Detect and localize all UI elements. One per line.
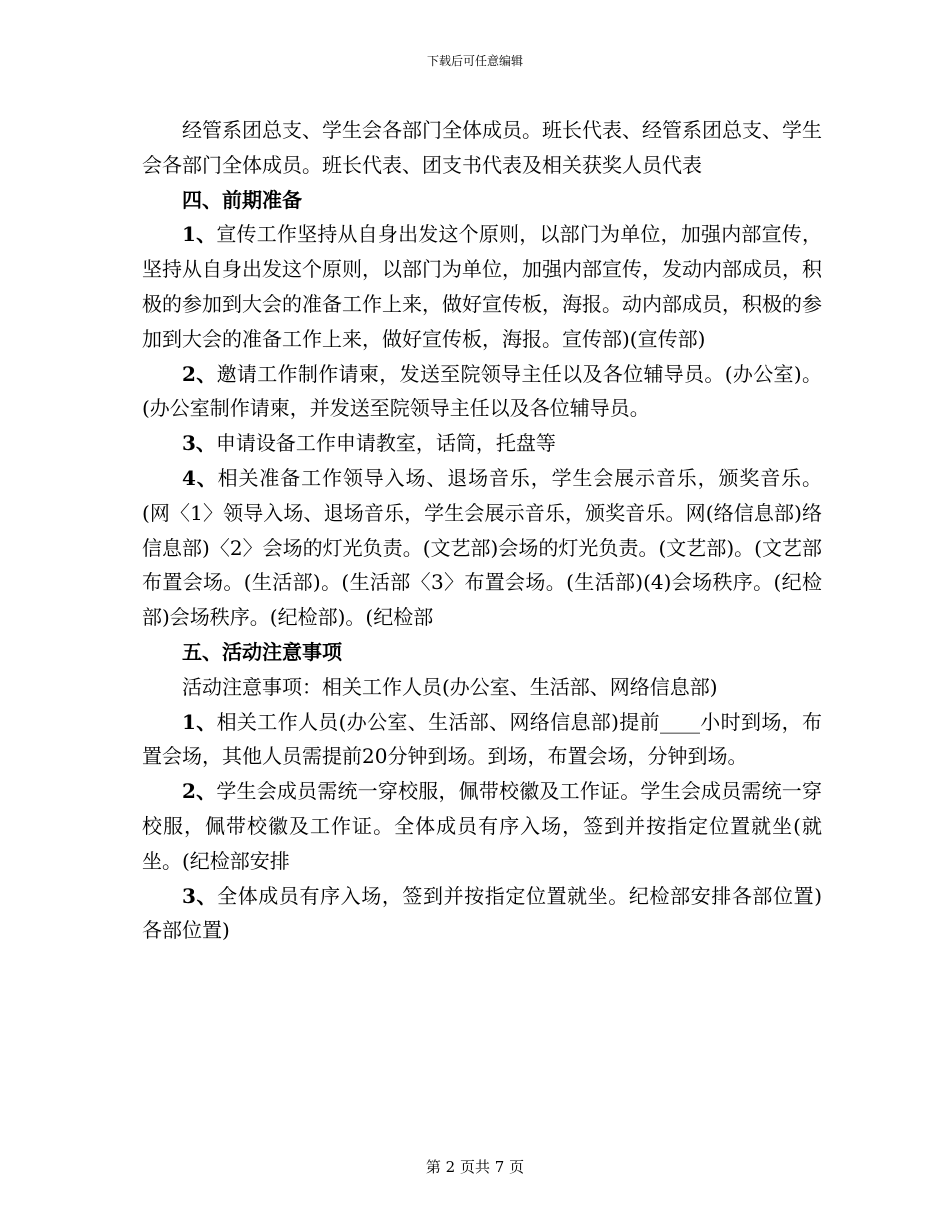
paragraph-notes-intro: 活动注意事项：相关工作人员(办公室、生活部、网络信息部) (182, 674, 718, 699)
item-number: 4、 (182, 465, 218, 490)
page-header: 下载后可任意编辑 (426, 54, 523, 68)
item-text: 邀请工作制作请柬，发送至院领导主任以及各位辅导员。(办公室)。(办公室制作请柬，并发送至院领导主任以及各位辅导员。 (142, 361, 822, 421)
item-text: 全体成员有序入场，签到并按指定位置就坐。纪检部安排各部位置)各部位置) (142, 883, 822, 943)
section-heading-notes: 五、活动注意事项 (182, 639, 342, 664)
paragraph-related-preparation (142, 461, 822, 635)
page-footer: 第 2 页共 7 页 (425, 1158, 525, 1176)
item-text: 宣传工作坚持从自身出发这个原则，以部门为单位，加强内部宣传，坚持从自身出发这个原则，以部门为单位，加强内部宣传，发动内部成员，积极的参加到大会的准备工作上来，做好宣传板，海报。动内部成员，积极的参加到大会的准备工作上来，做好宣传板，海报。宣传部)(宣传部) (142, 222, 822, 351)
item-text: 学生会成员需统一穿校服，佩带校徽及工作证。学生会成员需统一穿校服，佩带校徽及工作证。全体成员有序入场，签到并按指定位置就坐(就坐。(纪检部安排 (142, 779, 822, 873)
item-number: 3、 (182, 431, 216, 456)
paragraph-invitation (142, 357, 822, 427)
item-number: 2、 (182, 361, 217, 386)
item-text: 相关工作人员(办公室、生活部、网络信息部)提前____小时到场，布置会场，其他人员需提前20分钟到场。到场，布置会场，分钟到场。 (142, 709, 822, 769)
paragraph-arrival-time (142, 705, 822, 775)
item-number: 1、 (182, 222, 217, 247)
paragraph-publicity (142, 217, 822, 356)
section-heading-preparation: 四、前期准备 (182, 187, 302, 212)
item-number: 2、 (182, 779, 217, 804)
paragraph-seating (142, 879, 822, 949)
item-text: 相关准备工作领导入场、退场音乐，学生会展示音乐，颁奖音乐。(网〈1〉领导入场、退场音乐，学生会展示音乐，颁奖音乐。网(络信息部)络信息部)〈2〉会场的灯光负责。(文艺部)会场的灯光负责。(文艺部)。(文艺部布置会场。(生活部)。(生活部〈3〉布置会场。(生活部)(4)会场秩序。(纪检部)会场秩序。(纪检部)。(纪检部 (142, 465, 822, 630)
item-number: 3、 (182, 883, 218, 908)
item-text: 申请设备工作申请教室，话筒，托盘等 (215, 431, 556, 456)
paragraph-dress-code (142, 774, 822, 878)
item-number: 1、 (182, 709, 217, 734)
paragraph-attendees: 经管系团总支、学生会各部门全体成员。班长代表、经管系团总支、学生会各部门全体成员。班长代表、团支书代表及相关获奖人员代表 (142, 118, 822, 177)
document-body (142, 113, 822, 948)
paragraph-equipment (142, 426, 822, 461)
